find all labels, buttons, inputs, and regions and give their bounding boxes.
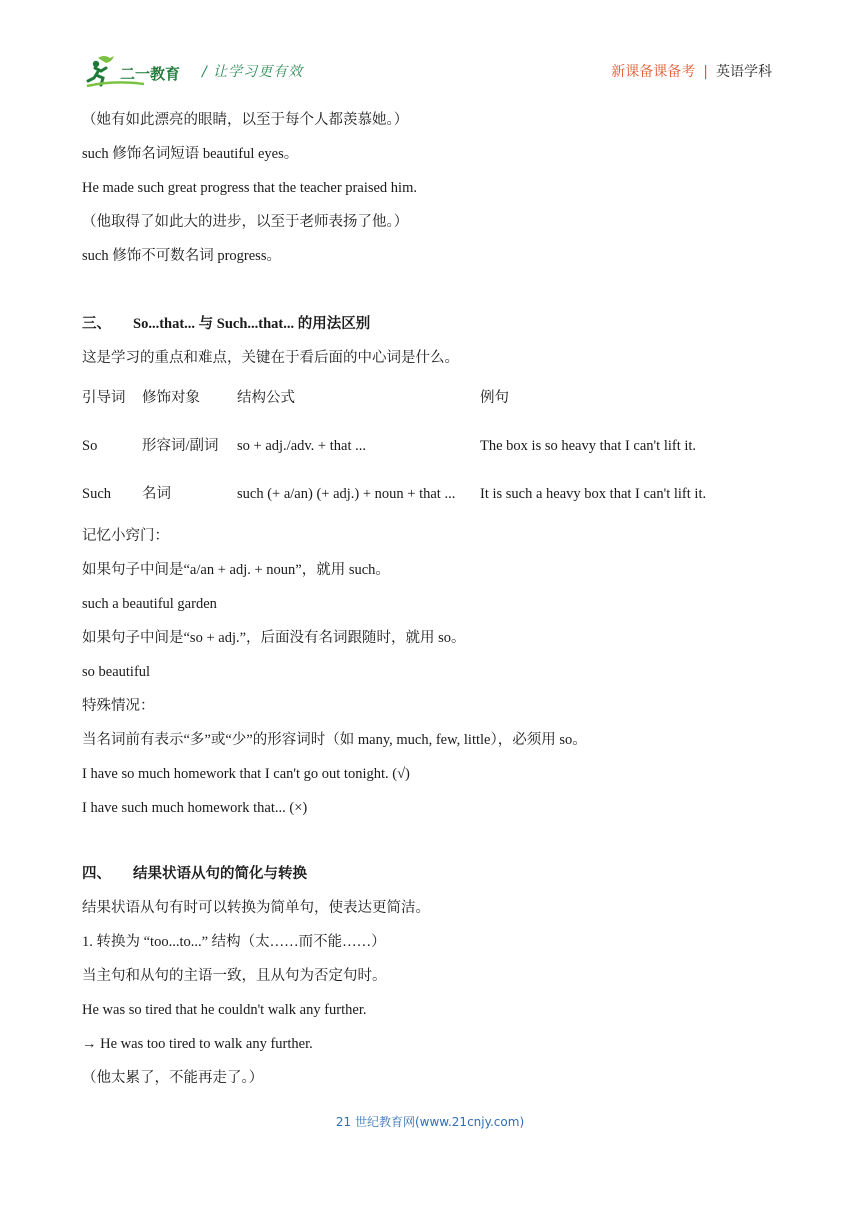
table-cell: so + adj./adv. + that ...: [237, 438, 366, 454]
table-cell: 名词: [142, 486, 171, 502]
table-cell: It is such a heavy box that I can't lift it.: [480, 486, 707, 502]
text-line: （他太累了，不能再走了。）: [82, 1070, 264, 1086]
text-line: such 修饰不可数名词 progress。: [82, 248, 281, 264]
header-slogan: / 让学习更有效: [202, 64, 304, 80]
text-line: 特殊情况：: [82, 698, 155, 714]
table-row: [82, 436, 782, 456]
table-cell: such (+ a/an) (+ adj.) + noun + that ...: [237, 486, 456, 502]
text-line: 当名词前有表示“多”或“少”的形容词时（如 many, much, few, little），必须用 so。: [82, 732, 587, 748]
text-line: I have such much homework that... (×): [82, 800, 308, 816]
section-title: So...that... 与 Such...that... 的用法区别: [133, 316, 371, 332]
text-line: 这是学习的重点和难点，关键在于看后面的中心词是什么。: [82, 350, 459, 366]
svg-text:二一教育: 二一教育: [120, 65, 181, 83]
subject-label: 英语学科: [716, 64, 772, 80]
section-heading-3: [82, 314, 370, 334]
text-line: → He was too tired to walk any further.: [82, 1036, 313, 1052]
text-line: so beautiful: [82, 664, 151, 680]
header-separator: |: [703, 64, 708, 80]
table-row: [82, 484, 782, 504]
text-line: such a beautiful garden: [82, 596, 217, 612]
section-title: 结果状语从句的简化与转换: [133, 866, 307, 882]
table-header-row: [82, 388, 782, 408]
text-line: 结果状语从句有时可以转换为简单句，使表达更简洁。: [82, 900, 430, 916]
text-line: He made such great progress that the teacher praised him.: [82, 180, 417, 196]
table-cell: 形容词/副词: [142, 438, 219, 454]
table-header-cell: 结构公式: [237, 390, 295, 406]
header-right: [611, 61, 772, 81]
text-line: 如果句子中间是“a/an + adj. + noun”，就用 such。: [82, 562, 390, 578]
section-number: 四、: [82, 866, 111, 882]
table-cell: The box is so heavy that I can't lift it.: [480, 438, 697, 454]
table-header-cell: 例句: [480, 390, 509, 406]
text-line: 记忆小窍门：: [82, 528, 169, 544]
table-header-cell: 修饰对象: [142, 390, 200, 406]
page-footer: 21 世纪教育网(www.21cnjy.com): [335, 1115, 525, 1129]
text-line: 如果句子中间是“so + adj.”，后面没有名词跟随时，就用 so。: [82, 630, 466, 646]
text-line: （他取得了如此大的进步，以至于老师表扬了他。）: [82, 214, 409, 230]
text-line: such 修饰名词短语 beautiful eyes。: [82, 146, 299, 162]
text-line: He was so tired that he couldn't walk any further.: [82, 1002, 367, 1018]
page-header: [0, 0, 860, 96]
table-cell: Such: [82, 486, 111, 502]
table-header-cell: 引导词: [82, 390, 126, 406]
logo-runner-icon: [84, 54, 190, 90]
section-number: 三、: [82, 316, 111, 332]
text-line: I have so much homework that I can't go out tonight. (√): [82, 766, 410, 782]
text-line: （她有如此漂亮的眼睛，以至于每个人都羡慕她。）: [82, 112, 409, 128]
text-line: 当主句和从句的主语一致，且从句为否定句时。: [82, 968, 387, 984]
course-label: 新课备课备考: [611, 64, 696, 80]
section-heading-4: [82, 864, 307, 884]
table-cell: So: [82, 438, 98, 454]
text-line: 1. 转换为 “too...to...” 结构（太……而不能……）: [82, 934, 386, 950]
